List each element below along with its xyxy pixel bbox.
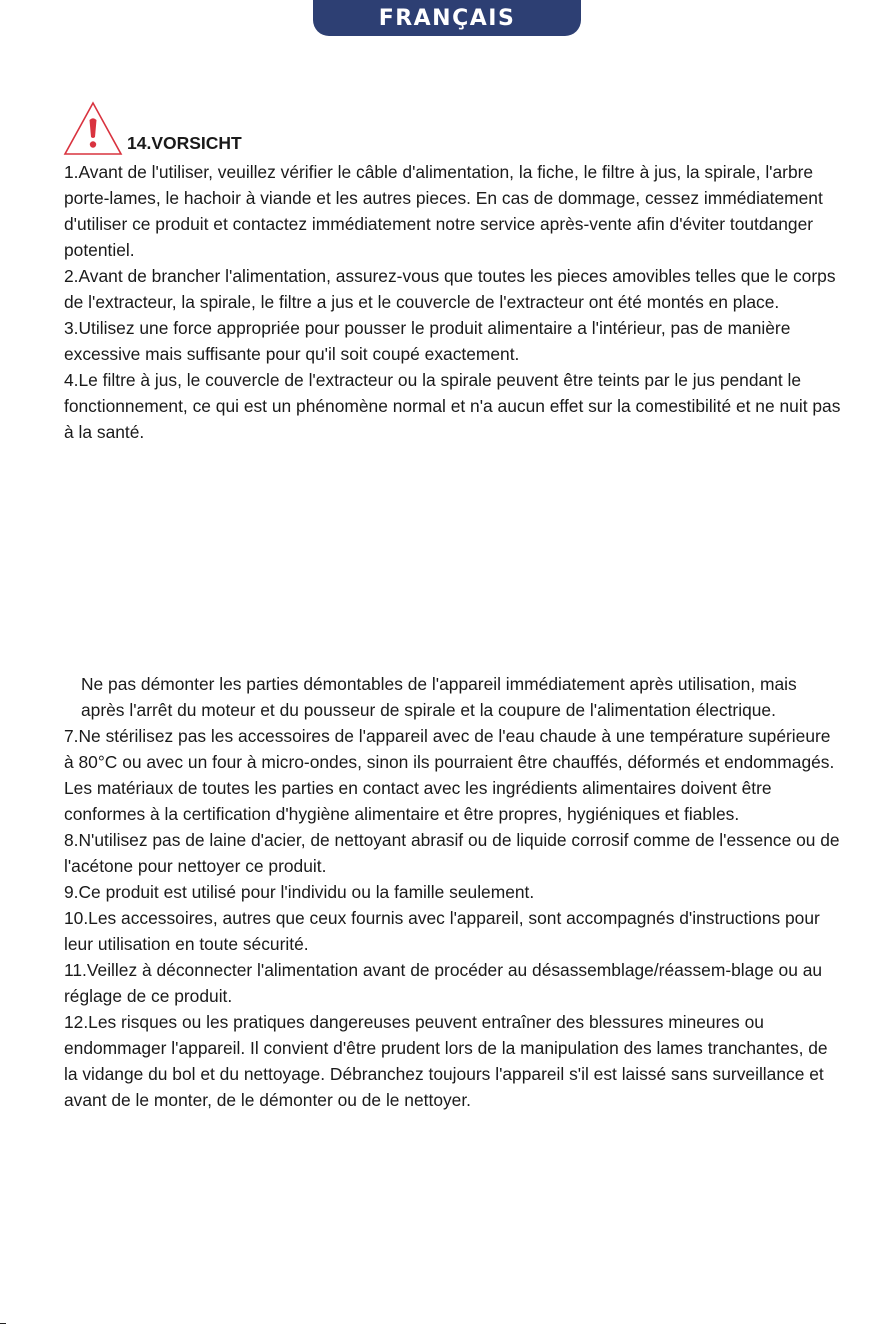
caution-item-1: 1.Avant de l'utiliser, veuillez vérifier le câble d'alimentation, la fiche, le filtre à jus, la spirale, l'arbre porte-lames, le hachoir à viande et les autres pieces. En cas de dommage, cessez immédiatement d'utiliser ce produit et contactez immédiatement notre service après-vente afin d'éviter toutdanger potentiel. — [64, 162, 823, 260]
caution-item-10: 10.Les accessoires, autres que ceux fournis avec l'appareil, sont accompagnés d'instructions pour leur utilisation en toute sécurité. — [64, 908, 820, 954]
caution-item-8: 8.N'utilisez pas de laine d'acier, de nettoyant abrasif ou de liquide corrosif comme de l'essence ou de l'acétone pour nettoyer ce produit. — [64, 830, 840, 876]
caution-list-part-1 — [64, 159, 844, 445]
caution-item-2: 2.Avant de brancher l'alimentation, assurez-vous que toutes les pieces amovibles telles que le corps de l'extracteur, la spirale, le filtre a jus et le couvercle de l'extracteur ont été montés en place. — [64, 266, 836, 312]
language-tab-label: FRANÇAIS — [378, 5, 516, 31]
warning-triangle-icon — [63, 100, 123, 156]
caution-item-12: 12.Les risques ou les pratiques dangereuses peuvent entraîner des blessures mineures ou endommager l'appareil. Il convient d'être prudent lors de la manipulation des lames tranchantes, de la vidange du bol et du nettoyage. Débranchez toujours l'appareil s'il est laissé sans surveillance et avant de le monter, de le démonter ou de le nettoyer. — [64, 1012, 828, 1110]
caution-item-11: 11.Veillez à déconnecter l'alimentation avant de procéder au désassemblage/réassem-blage ou au réglage de ce produit. — [64, 960, 823, 1006]
language-tab — [313, 0, 581, 36]
caution-item-3: 3.Utilisez une force appropriée pour pousser le produit alimentaire a l'intérieur, pas de manière excessive mais suffisante pour qu'il soit coupé exactement. — [64, 318, 791, 364]
caution-item-7: 7.Ne stérilisez pas les accessoires de l'appareil avec de l'eau chaude à une température supérieure à 80°C ou avec un four à micro-ondes, sinon ils pourraient être chauffés, déformés et endommagés. Les matériaux de toutes les parties en contact avec les ingrédients alimentaires doivent être conformes à la certification d'hygiène alimentaire et être propres, hygiéniques et fiables. — [64, 726, 835, 824]
caution-item-4: 4.Le filtre à jus, le couvercle de l'extracteur ou la spirale peuvent être teints par le jus pendant le fonctionnement, ce qui est un phénomène normal et n'a aucun effet sur la comestibilité et ne nuit pas à la santé. — [64, 370, 841, 442]
caution-heading — [63, 98, 242, 156]
caution-title: 14.VORSICHT — [127, 133, 242, 153]
caution-list-part-2 — [64, 671, 844, 1113]
caution-item-9: 9.Ce produit est utilisé pour l'individu ou la famille seulement. — [64, 882, 535, 902]
caution-continuation: Ne pas démonter les parties démontables de l'appareil immédiatement après utilisation, mais après l'arrêt du moteur et du pousseur de spirale et la coupure de l'alimentation électrique. — [81, 674, 797, 720]
